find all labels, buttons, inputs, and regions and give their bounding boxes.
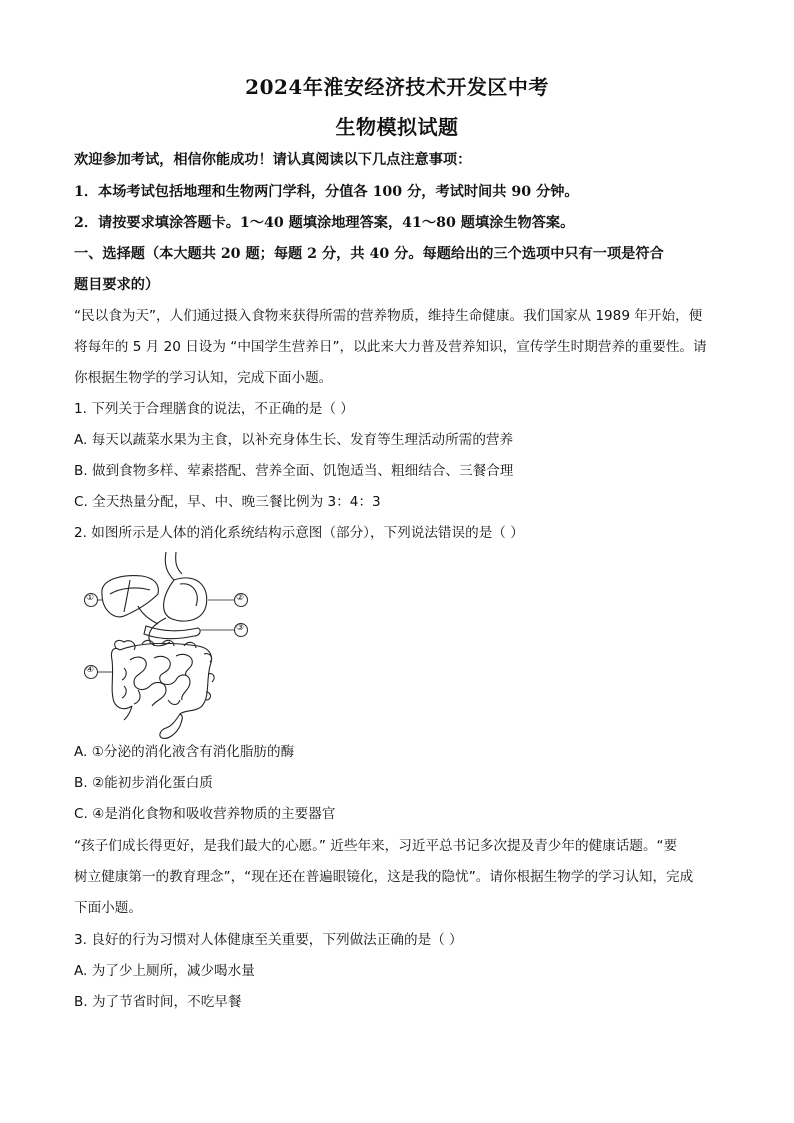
passage-2-line-2: 树立健康第一的教育理念”，“现在还在普遍眼镜化，这是我的隐忧”。请你根据生物学的学习认知，完成: [74, 869, 694, 885]
notice-item-2: 2．请按要求填涂答题卡。1～40 题填涂地理答案，41～80 题填涂生物答案。: [74, 215, 575, 231]
passage-1-line-1: “民以食为天”，人们通过摄入食物来获得所需的营养物质，维持生命健康。我们国家从 1989 年开始，便: [74, 308, 703, 324]
diagram-label-1: ①: [86, 593, 95, 603]
diagram-label-3: ③: [236, 623, 245, 633]
diagram-label-4: ④: [86, 665, 95, 675]
notice-item-1: 1．本场考试包括地理和生物两门学科，分值各 100 分，考试时间共 90 分钟。: [74, 184, 579, 200]
question-3-option-a[interactable]: A. 为了少上厕所，减少喝水量: [74, 963, 255, 979]
notice-intro: 欢迎参加考试，相信你能成功！请认真阅读以下几点注意事项：: [74, 152, 472, 168]
question-3-stem: 3. 良好的行为习惯对人体健康至关重要，下列做法正确的是（ ）: [74, 932, 463, 948]
passage-1-line-2: 将每年的 5 月 20 日设为 “中国学生营养日”，以此来大力普及营养知识，宣传学生时期营养的重要性。请: [74, 339, 707, 355]
diagram-label-2: ②: [236, 593, 245, 603]
question-2-stem: 2. 如图所示是人体的消化系统结构示意图（部分），下列说法错误的是（ ）: [74, 525, 524, 541]
section-heading-line-1: 一、选择题（本大题共 20 题；每题 2 分，共 40 分。每题给出的三个选项中只有一项是符合: [74, 246, 664, 262]
passage-2-line-1: “孩子们成长得更好，是我们最大的心愿。” 近些年来，习近平总书记多次提及青少年的健康话题。“要: [74, 838, 678, 854]
question-1-stem: 1. 下列关于合理膳食的说法，不正确的是（ ）: [74, 401, 354, 417]
question-2-option-b[interactable]: B. ②能初步消化蛋白质: [74, 775, 213, 791]
passage-1-line-3: 你根据生物学的学习认知，完成下面小题。: [74, 370, 333, 386]
question-1-option-a[interactable]: A. 每天以蔬菜水果为主食，以补充身体生长、发育等生理活动所需的营养: [74, 432, 514, 448]
passage-2-line-3: 下面小题。: [74, 900, 142, 916]
question-1-option-c[interactable]: C. 全天热量分配，早、中、晚三餐比例为 3：4：3: [74, 494, 381, 510]
section-heading-line-2: 题目要求的）: [74, 277, 160, 293]
question-1-option-b[interactable]: B. 做到食物多样、荤素搭配、营养全面、饥饱适当、粗细结合、三餐合理: [74, 463, 514, 479]
question-2-option-a[interactable]: A. ①分泌的消化液含有消化脂肪的酶: [74, 744, 295, 760]
digestive-system-diagram: [80, 550, 250, 740]
question-3-option-b[interactable]: B. 为了节省时间，不吃早餐: [74, 994, 242, 1010]
exam-subtitle: 生物模拟试题: [335, 115, 459, 139]
question-2-option-c[interactable]: C. ④是消化食物和吸收营养物质的主要器官: [74, 806, 336, 822]
exam-title: 2024年淮安经济技术开发区中考: [245, 75, 549, 99]
